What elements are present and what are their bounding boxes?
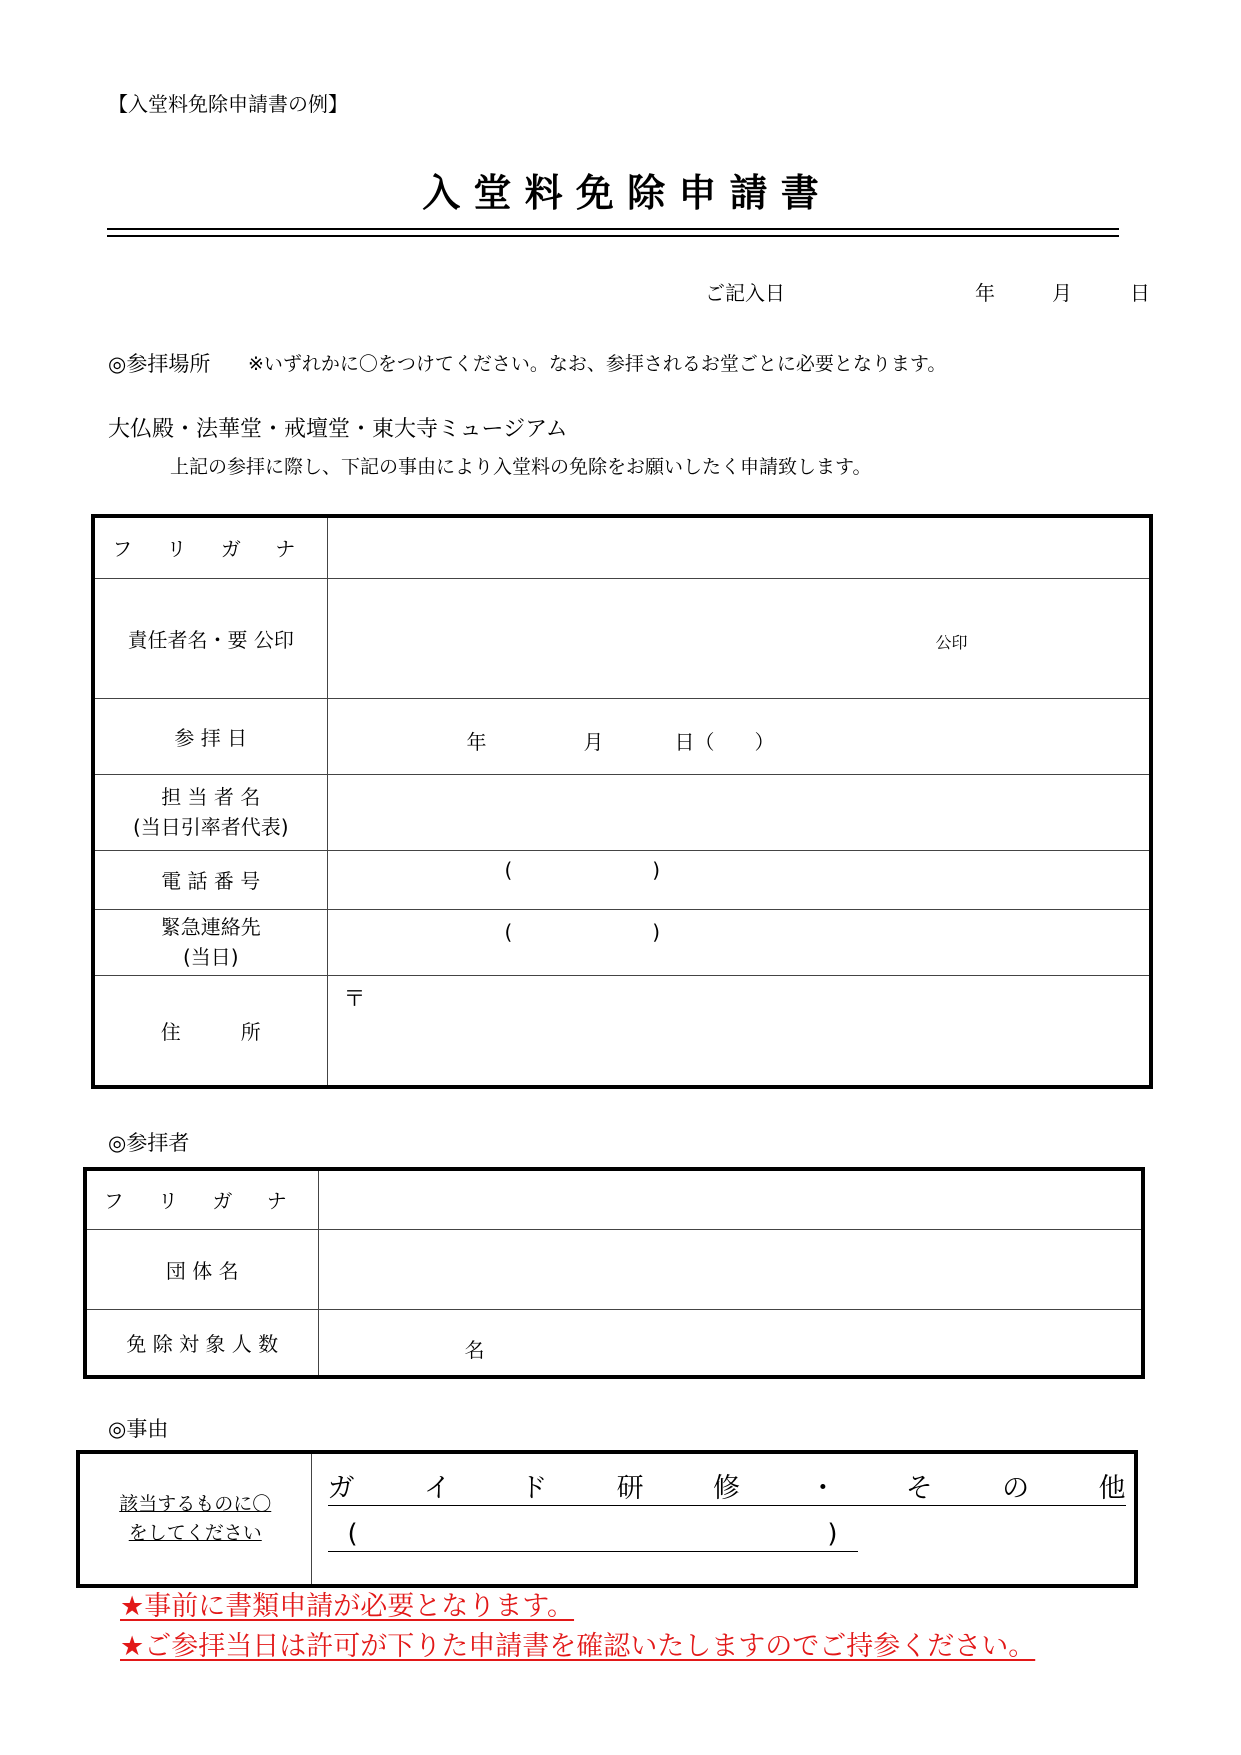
emergency-label: 緊急連絡先: [160, 915, 261, 939]
group-name-label: 団 体 名: [165, 1258, 239, 1283]
seal-label: 公印: [935, 632, 968, 652]
address-label: 住 所: [160, 1019, 261, 1044]
reason-heading: ◎事由: [108, 1417, 169, 1441]
group-name-label-cell: [85, 1229, 318, 1309]
visit-day-label: 日（ ）: [674, 729, 775, 754]
visit-year-label: 年: [466, 729, 487, 754]
reason-other-field[interactable]: [328, 1521, 858, 1552]
address-label-cell: [93, 975, 327, 1087]
reason-option-char: 研: [616, 1473, 644, 1504]
reason-option-char: 修: [713, 1473, 740, 1504]
date-year-label: 年: [975, 281, 995, 305]
worshippers-heading: ◎参拝者: [108, 1131, 190, 1155]
reason-paren-open: (: [347, 1519, 358, 1549]
worship-place-heading: ◎参拝場所: [108, 352, 211, 376]
contact-person-label: 担 当 者 名: [161, 785, 261, 809]
request-text: 上記の参拝に際し、下記の事由により入堂料の免除をお願いしたく申請致します。: [170, 456, 872, 478]
page-title: 入 堂 料 免 除 申 請 書: [422, 170, 819, 215]
furigana-label-cell: [93, 516, 327, 578]
contact-person-sublabel: (当日引率者代表): [132, 815, 289, 839]
notice-bring-form: ★ご参拝当日は許可が下りた申請書を確認いたしますのでご持参ください。: [120, 1631, 1036, 1662]
postal-mark: 〒: [343, 986, 366, 1012]
visit-date-label-cell: [93, 698, 327, 774]
furigana-field[interactable]: [327, 516, 1151, 578]
worship-place-note: ※いずれかに〇をつけてください。なお、参拝されるお堂ごとに必要となります。: [248, 353, 947, 375]
reason-instruction-line1: 該当するものに〇: [119, 1492, 272, 1515]
emergency-sublabel: (当日): [182, 945, 239, 969]
contact-person-label-cell: [93, 774, 327, 850]
reason-field[interactable]: [311, 1452, 1136, 1586]
exempt-count-field[interactable]: [318, 1309, 1143, 1377]
visit-date-field[interactable]: [327, 698, 1151, 774]
reason-option-char: イ: [423, 1473, 451, 1504]
responsible-field[interactable]: [327, 578, 1151, 698]
responsible-label-cell: [93, 578, 327, 698]
responsible-label: 責任者名・要 公印: [127, 627, 294, 652]
reason-instruction-cell: [78, 1452, 311, 1586]
date-entry-label: ご記入日: [705, 281, 785, 305]
worshippers-furigana-label-cell: [85, 1169, 318, 1229]
contact-person-field[interactable]: [327, 774, 1151, 850]
address-field[interactable]: [327, 975, 1151, 1087]
reason-paren-close: ): [827, 1519, 838, 1549]
reason-instruction-line2: をしてください: [128, 1522, 262, 1544]
reason-options[interactable]: [328, 1475, 1126, 1506]
phone-field[interactable]: [327, 850, 1151, 909]
title-rule: [107, 228, 1119, 237]
notice-advance-application: ★事前に書類申請が必要となります。: [120, 1591, 575, 1622]
reason-option-char: そ: [905, 1473, 933, 1504]
count-unit-label: 名: [464, 1337, 485, 1362]
worshippers-furigana-label: フ リ ガ ナ: [103, 1189, 301, 1214]
visit-date-label: 参 拝 日: [174, 725, 248, 750]
visit-month-label: 月: [583, 729, 604, 754]
applicant-table: [91, 514, 1153, 1089]
reason-option-char: ガ: [327, 1473, 355, 1504]
exempt-count-label-cell: [85, 1309, 318, 1377]
reason-option-char: の: [1002, 1473, 1030, 1504]
reason-option-char: ド: [520, 1473, 548, 1504]
example-label: 【入堂料免除申請書の例】: [108, 92, 348, 116]
exempt-count-label: 免 除 対 象 人 数: [126, 1331, 279, 1356]
reason-option-char: ・: [809, 1473, 837, 1504]
reason-option-char: 他: [1098, 1473, 1126, 1504]
reason-table: [76, 1450, 1138, 1588]
date-month-label: 月: [1052, 281, 1072, 305]
furigana-label: フ リ ガ ナ: [112, 537, 310, 562]
emergency-parens: ( ): [504, 919, 661, 944]
phone-parens: ( ): [504, 857, 661, 882]
date-day-label: 日: [1130, 281, 1150, 305]
phone-label-cell: [93, 850, 327, 909]
group-name-field[interactable]: [318, 1229, 1143, 1309]
worship-place-options[interactable]: 大仏殿・法華堂・戒壇堂・東大寺ミュージアム: [108, 417, 568, 442]
worshippers-table: [83, 1167, 1145, 1379]
phone-label: 電 話 番 号: [161, 869, 261, 893]
emergency-field[interactable]: [327, 909, 1151, 975]
emergency-label-cell: [93, 909, 327, 975]
worshippers-furigana-field[interactable]: [318, 1169, 1143, 1229]
